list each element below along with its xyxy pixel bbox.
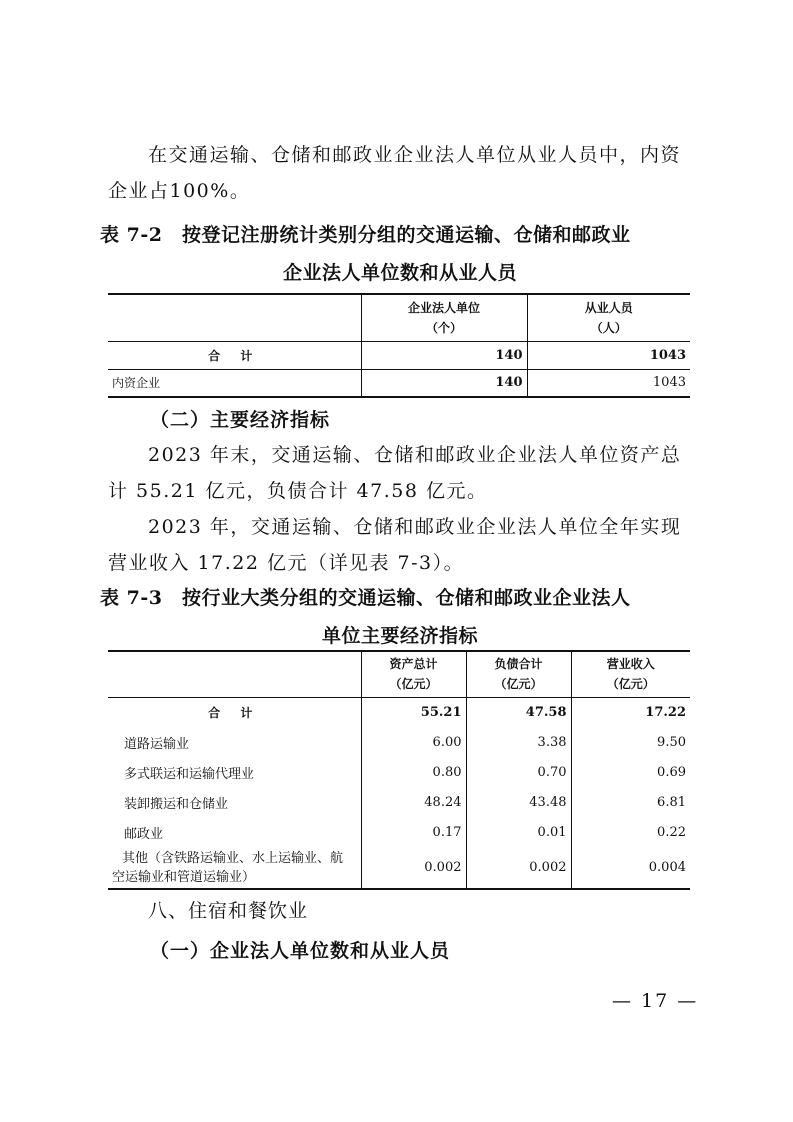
table-7-3-caption-line2: 单位主要经济指标: [321, 625, 478, 647]
cell-assets: 0.17: [361, 817, 466, 847]
header-revenue: [571, 651, 690, 697]
cell-employees: 1043: [527, 341, 690, 369]
table-7-3-caption: [100, 579, 700, 655]
table-row: [108, 369, 690, 397]
cell-liabilities: 0.002: [466, 847, 571, 889]
row-label: 内资企业: [112, 376, 161, 391]
header-liabilities-label: 负债合计: [494, 657, 543, 672]
row-label-line1: 其他（含铁路运输业、水上运输业、航: [122, 850, 344, 866]
row-label: 装卸搬运和仓储业: [124, 796, 229, 812]
table-row: [108, 757, 690, 787]
header-blank: [108, 651, 361, 697]
header-assets-label: 资产总计: [389, 657, 438, 672]
table-header-row: [108, 294, 690, 341]
table-row: [108, 847, 690, 889]
cell-assets: 6.00: [361, 727, 466, 757]
intro-text: 在交通运输、仓储和邮政业企业法人单位从业人员中，内资企业占100%。: [108, 144, 682, 202]
row-label: 合 计: [208, 348, 261, 363]
header-liabilities-unit: （亿元）: [494, 677, 543, 692]
table-row: [108, 341, 690, 369]
cell-revenue: 6.81: [571, 787, 690, 817]
row-label: 合 计: [208, 705, 261, 720]
row-label: 道路运输业: [124, 736, 190, 752]
table-header-row: [108, 651, 690, 697]
table-7-2: [108, 293, 690, 398]
header-assets-unit: （亿元）: [389, 677, 438, 692]
cell-revenue: 0.69: [571, 757, 690, 787]
header-employees-label: 从业人员: [584, 300, 633, 315]
table-row: [108, 727, 690, 757]
row-label-line2: 空运输业和管道运输业）: [112, 869, 256, 885]
header-units-unit: （个）: [425, 320, 462, 335]
section8-heading: 八、住宿和餐饮业: [148, 900, 309, 922]
cell-revenue: 17.22: [571, 697, 690, 727]
cell-assets: 48.24: [361, 787, 466, 817]
row-label: 邮政业: [124, 826, 164, 842]
header-revenue-label: 营业收入: [606, 657, 655, 672]
cell-liabilities: 0.01: [466, 817, 571, 847]
cell-assets: 0.80: [361, 757, 466, 787]
section-econ-heading: （二）主要经济指标: [150, 409, 331, 431]
section8-subheading: （一）企业法人单位数和从业人员: [150, 940, 451, 962]
header-assets: [361, 651, 466, 697]
cell-assets: 0.002: [361, 847, 466, 889]
header-revenue-unit: （亿元）: [606, 677, 655, 692]
page-number: — 17 —: [612, 990, 699, 1012]
header-units-label: 企业法人单位: [407, 300, 480, 315]
cell-liabilities: 0.70: [466, 757, 571, 787]
table-7-2-caption: [100, 216, 700, 292]
cell-units: 140: [361, 341, 527, 369]
cell-assets: 55.21: [361, 697, 466, 727]
table-7-3-caption-line1: 表 7-3 按行业大类分组的交通运输、仓储和邮政业企业法人: [100, 587, 631, 609]
header-employees-unit: （人）: [590, 320, 627, 335]
cell-liabilities: 3.38: [466, 727, 571, 757]
header-liabilities: [466, 651, 571, 697]
econ-para2: 2023 年，交通运输、仓储和邮政业企业法人单位全年实现营业收入 17.22 亿元（详见表 7-3）。: [108, 516, 682, 574]
cell-units: 140: [361, 369, 527, 397]
table-7-2-caption-line1: 表 7-2 按登记注册统计类别分组的交通运输、仓储和邮政业: [100, 224, 631, 246]
header-blank: [108, 294, 361, 341]
cell-revenue: 0.22: [571, 817, 690, 847]
cell-revenue: 9.50: [571, 727, 690, 757]
econ-para1: 2023 年末，交通运输、仓储和邮政业企业法人单位资产总计 55.21 亿元，负债合计 47.58 亿元。: [108, 444, 682, 502]
table-7-2-caption-line2: 企业法人单位数和从业人员: [282, 262, 517, 284]
econ-paragraphs: [108, 437, 688, 581]
cell-liabilities: 47.58: [466, 697, 571, 727]
cell-liabilities: 43.48: [466, 787, 571, 817]
row-label: 多式联运和运输代理业: [124, 766, 255, 782]
intro-paragraph: [108, 137, 688, 209]
header-employees: [527, 294, 690, 341]
table-row: [108, 787, 690, 817]
header-units: [361, 294, 527, 341]
cell-employees: 1043: [527, 369, 690, 397]
table-row: [108, 697, 690, 727]
table-row: [108, 817, 690, 847]
table-7-3: [108, 650, 690, 890]
row-label: [108, 847, 361, 889]
cell-revenue: 0.004: [571, 847, 690, 889]
